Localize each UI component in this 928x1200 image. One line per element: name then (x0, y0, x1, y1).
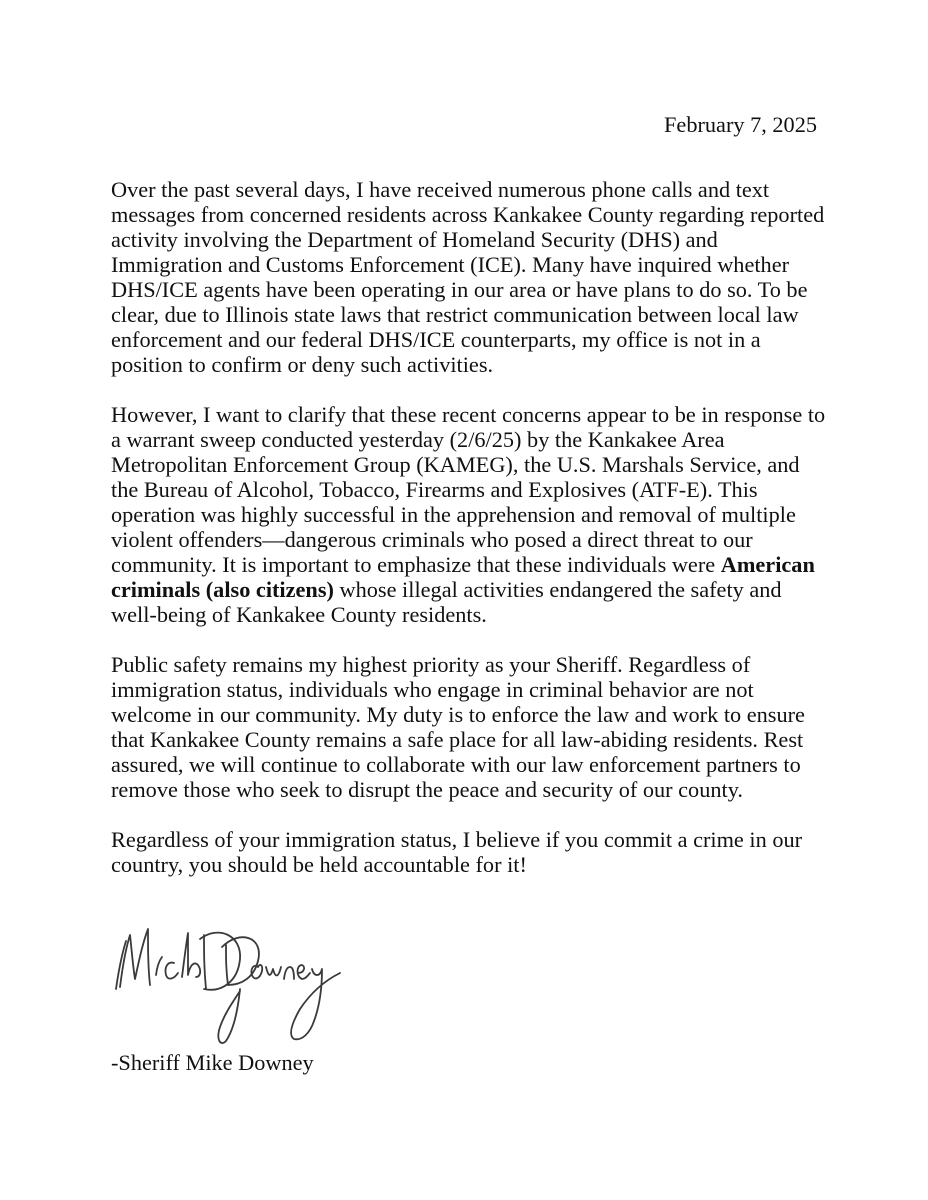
paragraph-4: Regardless of your immigration status, I believe if you commit a crime in our country, you should be held accountable for it! (111, 827, 803, 877)
paragraph-2-text-start: However, I want to clarify that these recent concerns appear to be in response to a warrant sweep conducted yesterday (2/6/25) by the Kankakee Area Metropolitan Enforcement Group (KAMEG), the U.S. Marshals Service, and the Bureau of Alcohol, Tobacco, Firearms and Explosives (ATF-E). This operation was highly successful in the apprehension and removal of multiple violent offenders—dangerous criminals who posed a direct threat to our community. It is important to emphasize that these individuals were (111, 402, 826, 577)
paragraph-1: Over the past several days, I have received numerous phone calls and text messages from concerned residents across Kankakee County regarding reported activity involving the Department of Homeland Security (DHS) and Immigration and Customs Enforcement (ICE). Many have inquired whether DHS/ICE agents have been operating in our area or have plans to do so. To be clear, due to Illinois state laws that restrict communication between local law enforcement and our federal DHS/ICE counterparts, my office is not in a position to confirm or deny such activities. (111, 177, 825, 377)
paragraph-2 (111, 402, 831, 627)
letter-body (111, 177, 831, 902)
paragraph-3: Public safety remains my highest priority as your Sheriff. Regardless of immigration status, individuals who engage in criminal behavior are not welcome in our community. My duty is to enforce the law and work to ensure that Kankakee County remains a safe place for all law-abiding residents. Rest assured, we will continue to collaborate with our law enforcement partners to remove those who seek to disrupt the peace and security of our county. (111, 652, 805, 802)
signoff: -Sheriff Mike Downey (111, 1050, 314, 1075)
letter-date: February 7, 2025 (664, 112, 817, 137)
handwritten-signature (108, 905, 348, 1055)
paragraph-2-emphasis: American criminals (also citizens) (111, 552, 815, 602)
paragraph-2-text-end: whose illegal activities endangered the safety and well-being of Kankakee County residents. (111, 577, 782, 627)
